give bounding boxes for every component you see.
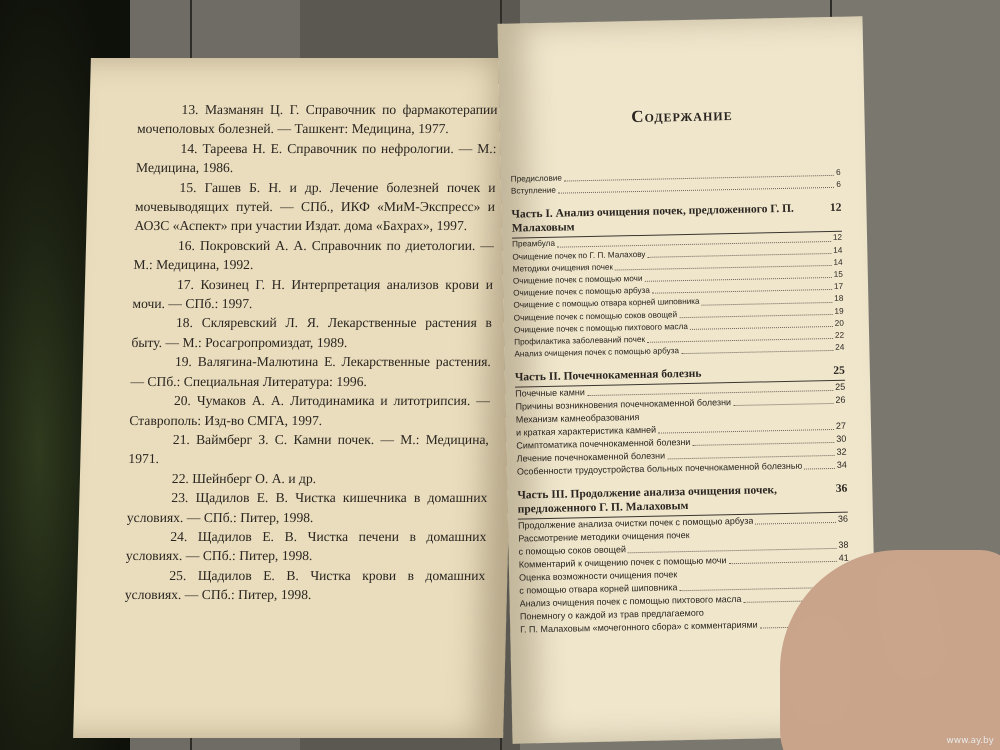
toc-entry-page: 24: [835, 342, 845, 353]
toc-entry-page: 6: [836, 167, 841, 177]
toc-entry-title: Комментарий к очищению почек с помощью мочи: [518, 555, 727, 571]
toc-entry-page: 36: [837, 514, 849, 525]
toc-entry-page: 6: [836, 179, 842, 190]
toc-entry-title: Механизм камнеобразования: [515, 412, 640, 426]
toc-leader: [681, 342, 833, 354]
finger: [790, 615, 850, 725]
toc-part-title: Часть II. Почечнокаменная болезнь: [514, 368, 702, 385]
reference-item: 24. Щадилов Е. В. Чистка печени в домашних условиях. — СПб.: Питер, 1998.: [125, 528, 487, 564]
toc-part-title: Часть I. Анализ очищения почек, предложенного Г. П. Малаховым: [511, 203, 794, 236]
toc-entry-page: 18: [834, 294, 844, 304]
reference-item: 23. Щадилов Е. В. Чистка кишечника в домашних условиях. — СПб.: Питер, 1998.: [126, 490, 488, 525]
toc-entry-title: Очищение почек по Г. П. Малахову: [512, 249, 646, 262]
toc-entry-title: и краткая характеристика камней: [515, 425, 657, 439]
toc-leader: [667, 446, 835, 460]
toc-entry-title: с помощью соков овощей: [518, 544, 627, 558]
toc-entry-page: 25: [835, 382, 846, 393]
table-of-contents: [511, 167, 851, 637]
left-page: [73, 58, 521, 738]
toc-leader: [679, 306, 833, 318]
toc-entry-title: Лечение почечнокаменной болезни: [516, 450, 666, 465]
toc-entry-page: 12: [832, 233, 843, 243]
toc-leader: [733, 394, 834, 406]
reference-item: 15. Гашев Б. Н. и др. Лечение болезней почек и мочевыводящих путей. — СПб., ИКФ «МиМ-Экспресс» и АОЗС «Аспект» при участии Издат. дома «Бахрах», 1997.: [134, 179, 496, 234]
toc-entry-page: 34: [836, 460, 847, 471]
toc-part-page: 12: [829, 202, 842, 215]
toc-entry-title: с помощью отвара корней шиповника: [519, 582, 678, 597]
toc-leader: [804, 459, 835, 470]
reference-item: 21. Ваймберг З. С. Камни почек. — М.: Медицина, 1971.: [128, 431, 490, 467]
reference-list: [125, 100, 498, 605]
reference-item: 19. Валягина-Малютина Е. Лекарственные растения. — СПб.: Специальная Литература: 1996.: [130, 354, 492, 389]
reference-item: 20. Чумаков А. А. Литодинамика и литотрипсия. — Ставрополь: Изд-во СМГА, 1997.: [129, 393, 491, 428]
reference-item: 17. Козинец Г. Н. Интерпретация анализов крови и мочи. — СПб.: 1997.: [132, 276, 494, 312]
toc-entry-title: Очищение с помощью отвара корней шиповника: [513, 297, 700, 311]
toc-entry-page: 14: [833, 245, 843, 255]
toc-entry-title: Анализ очищения почек с помощью пихтового масла: [519, 594, 742, 610]
toc-leader: [728, 552, 837, 564]
toc-entry-page: 15: [833, 269, 843, 279]
toc-entry-title: Продолжение анализа очистки почек с помощью арбуза: [517, 516, 754, 532]
toc-entry-title: Очищение почек с помощью пихтового масла: [513, 321, 689, 335]
toc-entry-page: 14: [833, 257, 843, 267]
toc-leader: [690, 318, 833, 330]
toc-entry-page: 17: [833, 281, 844, 292]
toc-entry-title: Предисловие: [510, 173, 562, 184]
toc-part-page: 36: [835, 483, 848, 496]
toc-entry-title: Почечные камни: [515, 387, 585, 400]
toc-entry-title: Оценка возможности очищения почек: [519, 569, 678, 584]
reference-item: 22. Шейнберг О. А. и др.: [171, 470, 317, 486]
toc-entry-title: Рассмотрение методики очищения почек: [518, 530, 690, 545]
toc-entry-title: Понемногу о каждой из трав предлагаемого: [519, 608, 704, 622]
reference-item: 25. Щадилов Е. В. Чистка крови в домашних условиях. — СПб.: Питер, 1998.: [124, 567, 486, 603]
toc-leader: [701, 293, 832, 305]
toc-part-title: Часть III. Продолжение анализа очищения почек, предложенного Г. П. Малаховым: [517, 484, 778, 517]
toc-entry-title: Симптоматика почечнокаменной болезни: [516, 437, 691, 452]
toc-entry-title: Преамбула: [512, 239, 556, 250]
toc-entry-title: Профилактика заболеваний почек: [514, 334, 646, 347]
toc-entry-title: Анализ очищения почек с помощью арбуза: [514, 346, 680, 359]
toc-title: Содержание: [631, 104, 733, 127]
toc-entry-title: Очищение почек с помощью арбуза: [513, 285, 651, 298]
toc-entry-page: 32: [836, 447, 847, 458]
toc-entry-page: 38: [838, 540, 849, 551]
toc-leader: [692, 433, 834, 446]
toc-entry-page: 41: [838, 553, 849, 564]
toc-entry-page: 20: [834, 318, 844, 328]
toc-leader: [755, 513, 836, 525]
toc-entry-title: Очищение почек с помощью соков овощей: [513, 309, 678, 323]
toc-entry-page: 27: [835, 421, 847, 432]
toc-entry-title: Вступление: [510, 185, 557, 196]
toc-entry-title: Методики очищения почек: [512, 262, 614, 274]
toc-entry-page: 19: [834, 306, 844, 316]
toc-entry-page: 26: [835, 395, 846, 406]
toc-entry-title: Очищение почек с помощью мочи: [512, 273, 643, 286]
toc-entry-page: 22: [834, 330, 845, 340]
toc-entry-page: 30: [836, 434, 847, 445]
reference-item: 14. Тареева Н. Е. Справочник по нефрологии. — М.: Медицина, 1986.: [135, 140, 497, 176]
reference-item: 13. Мазманян Ц. Г. Справочник по фармакотерапии мочеполовых болезней. — Ташкент: Медицина, 1977.: [136, 102, 498, 137]
toc-entry-title: Особенности трудоустройства больных почечнокаменной болезнью: [516, 461, 803, 478]
reference-item: 16. Покровский А. А. Справочник по диетологии. — М.: Медицина, 1992.: [133, 237, 495, 273]
toc-entry-title: Причины возникновения почечнокаменной болезни: [515, 397, 732, 413]
watermark: www.ay.by: [946, 736, 994, 746]
toc-part-page: 25: [833, 365, 845, 378]
toc-entry-title: Г. П. Малаховым «мочегонного сбора» с комментариями: [520, 620, 758, 635]
reference-item: 18. Скляревский Л. Я. Лекарственные растения в быту. — М.: Росагропромиздат, 1989.: [131, 315, 493, 350]
